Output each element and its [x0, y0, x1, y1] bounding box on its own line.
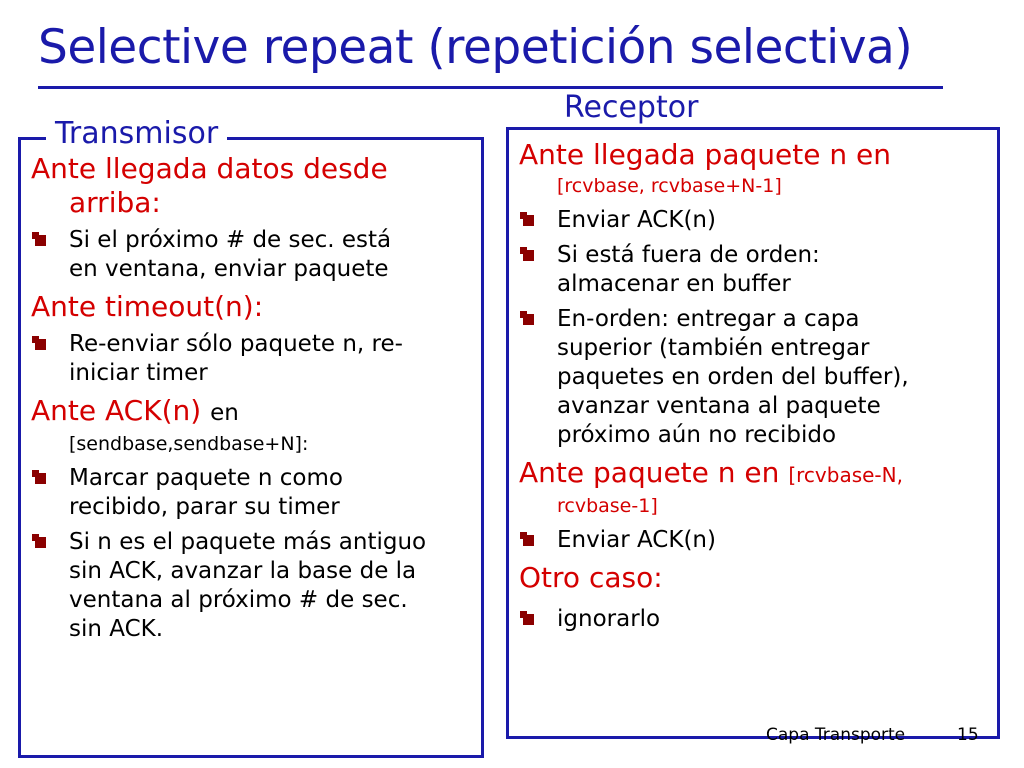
rx-bullet-send-ack: Enviar ACK(n) — [519, 206, 991, 235]
tx-ack-range: [sendbase,sendbase+N]: — [69, 433, 309, 455]
slide-title: Selective repeat (repetición selectiva) — [38, 20, 913, 75]
bullet-icon — [523, 250, 534, 261]
tx-heading-timeout: Ante timeout(n): — [31, 290, 264, 323]
transmitter-panel — [18, 116, 484, 758]
bullet-icon — [523, 215, 534, 226]
rx-old-range: rcvbase-1] — [557, 495, 658, 517]
bullet-icon — [523, 535, 534, 546]
tx-bullet-advance-base: Si n es el paquete más antiguo sin ACK, avanzar la base de la ventana al próximo # de sec. sin ACK. — [31, 528, 475, 644]
bullet-icon — [35, 339, 46, 350]
tx-bullet-mark-received: Marcar paquete n como recibido, parar su timer — [31, 464, 475, 522]
rx-bullet-send-ack-old: Enviar ACK(n) — [519, 526, 991, 555]
rx-heading-packet-in-window: Ante llegada paquete n en — [519, 138, 891, 171]
title-underline — [38, 86, 943, 89]
tx-heading-data-from-above: Ante llegada datos desde arriba: — [31, 152, 388, 219]
tx-bullet-resend: Re-enviar sólo paquete n, re- iniciar timer — [31, 330, 475, 388]
receiver-panel — [506, 90, 1000, 739]
transmitter-label: Transmisor — [46, 116, 227, 152]
rx-bullet-in-order: En-orden: entregar a capa superior (también entregar paquetes en orden del buffer), avanzar ventana al paquete próximo aún no recibido — [519, 305, 991, 450]
footer-section: Capa Transporte — [766, 725, 906, 745]
receiver-content — [519, 138, 991, 640]
receiver-label: Receptor — [555, 90, 707, 126]
bullet-icon — [35, 473, 46, 484]
tx-bullet-next-seq: Si el próximo # de sec. está en ventana, enviar paquete — [31, 226, 475, 284]
rx-window-range: [rcvbase, rcvbase+N-1] — [557, 175, 782, 197]
bullet-icon — [35, 537, 46, 548]
footer-page-number: 15 — [957, 725, 979, 745]
bullet-icon — [523, 314, 534, 325]
rx-bullet-ignore: ignorarlo — [519, 605, 991, 634]
tx-heading-ack: Ante ACK(n) en — [31, 394, 239, 427]
bullet-icon — [523, 614, 534, 625]
rx-heading-old-packet: Ante paquete n en [rcvbase-N, — [519, 456, 903, 489]
rx-heading-other-case: Otro caso: — [519, 561, 663, 594]
transmitter-content — [31, 152, 475, 650]
rx-bullet-out-of-order: Si está fuera de orden: almacenar en buffer — [519, 241, 991, 299]
bullet-icon — [35, 235, 46, 246]
